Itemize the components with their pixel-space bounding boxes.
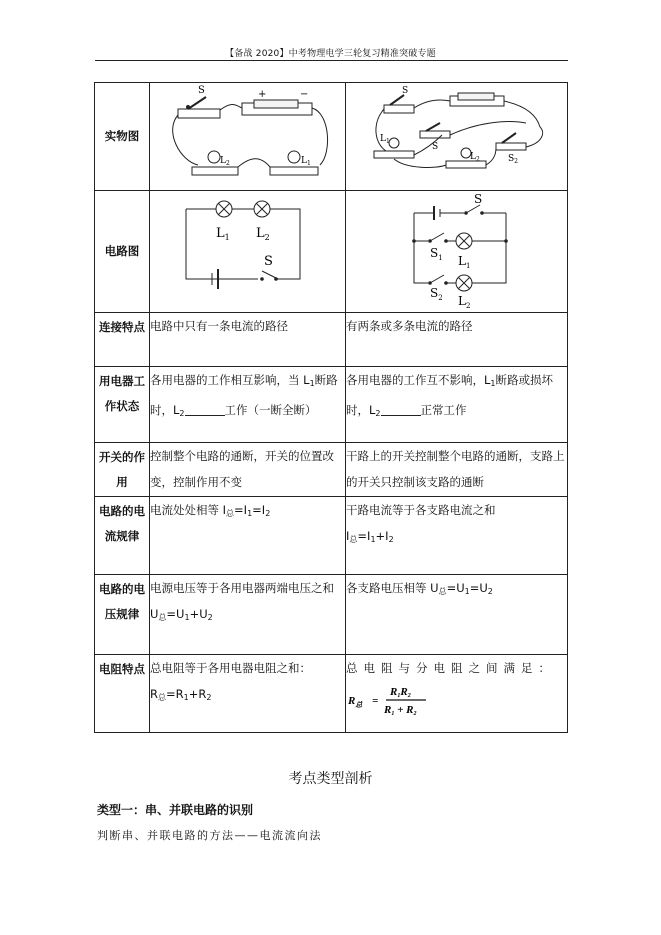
label-voltage: 电路的电压规律 — [95, 575, 150, 655]
svg-text:L2: $L_2$ — [458, 294, 471, 309]
svg-text:S1: $S_1$ — [430, 246, 443, 262]
parallel-connection: 有两条或多条电流的路径 — [346, 313, 568, 367]
series-resistance: 总电阻等于各用电器电阻之和： $R_总=R_1+R_2$ — [150, 655, 346, 733]
label-resistance: 电阻特点 — [95, 655, 150, 733]
svg-text:R总: $R_总$ — [348, 695, 363, 709]
svg-text:+: + — [258, 89, 267, 100]
svg-text:L2: $L_2$ — [470, 152, 480, 163]
svg-text:S: S — [402, 86, 409, 96]
comparison-table — [94, 82, 568, 733]
label-photo: 实物图 — [95, 83, 150, 191]
parallel-voltage: 各支路电压相等 $U_总=U_1=U_2$ — [346, 575, 568, 655]
svg-text:=: = — [372, 695, 379, 707]
series-working: 各用电器的工作相互影响，当 $L_1$断路时，$L_2$ 工作（一断全断） — [150, 367, 346, 443]
svg-text:S: S — [264, 254, 273, 269]
svg-text:R1R2: R1R2 — [390, 686, 411, 699]
series-voltage: 电源电压等于各用电器两端电压之和 $U_总=U_1+U_2$ — [150, 575, 346, 655]
svg-text:R1 + R2: R1 + R2 — [384, 704, 417, 717]
parallel-resistance-formula — [346, 683, 436, 717]
svg-text:L2: $L_2$ — [256, 226, 270, 242]
series-switch: 控制整个电路的通断，开关的位置改变，控制作用不变 — [150, 443, 346, 497]
parallel-switch: 干路上的开关控制整个电路的通断，支路上的开关只控制该支路的通断 — [346, 443, 568, 497]
lamp-label-l1: $L_1$ — [301, 156, 311, 167]
parallel-current: 干路电流等于各支路电流之和 $I_总=I_1+I_2$ — [346, 497, 568, 575]
series-photo — [150, 83, 346, 191]
parallel-working: 各用电器的工作互不影响，$L_1$断路或损坏时，$L_2$ 正常工作 — [346, 367, 568, 443]
parallel-circuit-diagram — [346, 191, 570, 309]
lamp-label-l2: $L_2$ — [220, 156, 230, 167]
parallel-photo — [346, 83, 568, 191]
label-current: 电路的电流规律 — [95, 497, 150, 575]
svg-text:S2: $S_2$ — [430, 286, 443, 302]
series-circuit-diagram — [150, 191, 345, 309]
type-title: 类型一：串、并联电路的识别 — [97, 803, 254, 817]
label-working: 用电器工作状态 — [95, 367, 150, 443]
svg-text:L1: $L_1$ — [380, 134, 390, 145]
svg-text:−: − — [300, 89, 309, 100]
method-text: 判断串、并联电路的方法——电流流向法 — [97, 829, 322, 842]
series-connection: 电路中只有一条电流的路径 — [150, 313, 346, 367]
svg-text:S: S — [474, 192, 483, 206]
series-circuit — [150, 191, 346, 313]
series-current: 电流处处相等 $I_总=I_1=I_2$ — [150, 497, 346, 575]
svg-text:L1: $L_1$ — [458, 254, 471, 270]
parallel-circuit — [346, 191, 568, 313]
page-header: 【备战 2020】中考物理电学三轮复习精准突破专题 — [225, 49, 436, 59]
label-circuit: 电路图 — [95, 191, 150, 313]
parallel-resistance: 总电阻与分电阻之间满足： $R_总$ = R1R2 R1 + R2 — [346, 655, 568, 733]
svg-text:L1: $L_1$ — [216, 226, 230, 242]
label-connection: 连接特点 — [95, 313, 150, 367]
parallel-photo-diagram — [346, 83, 570, 187]
svg-text:S: S — [198, 85, 205, 96]
svg-text:S: S — [432, 142, 439, 152]
header-divider — [95, 60, 568, 61]
svg-text:S2: $S_2$ — [508, 154, 518, 165]
label-switch: 开关的作用 — [95, 443, 150, 497]
section-title: 考点类型剖析 — [288, 771, 373, 787]
series-photo-diagram — [150, 83, 345, 187]
